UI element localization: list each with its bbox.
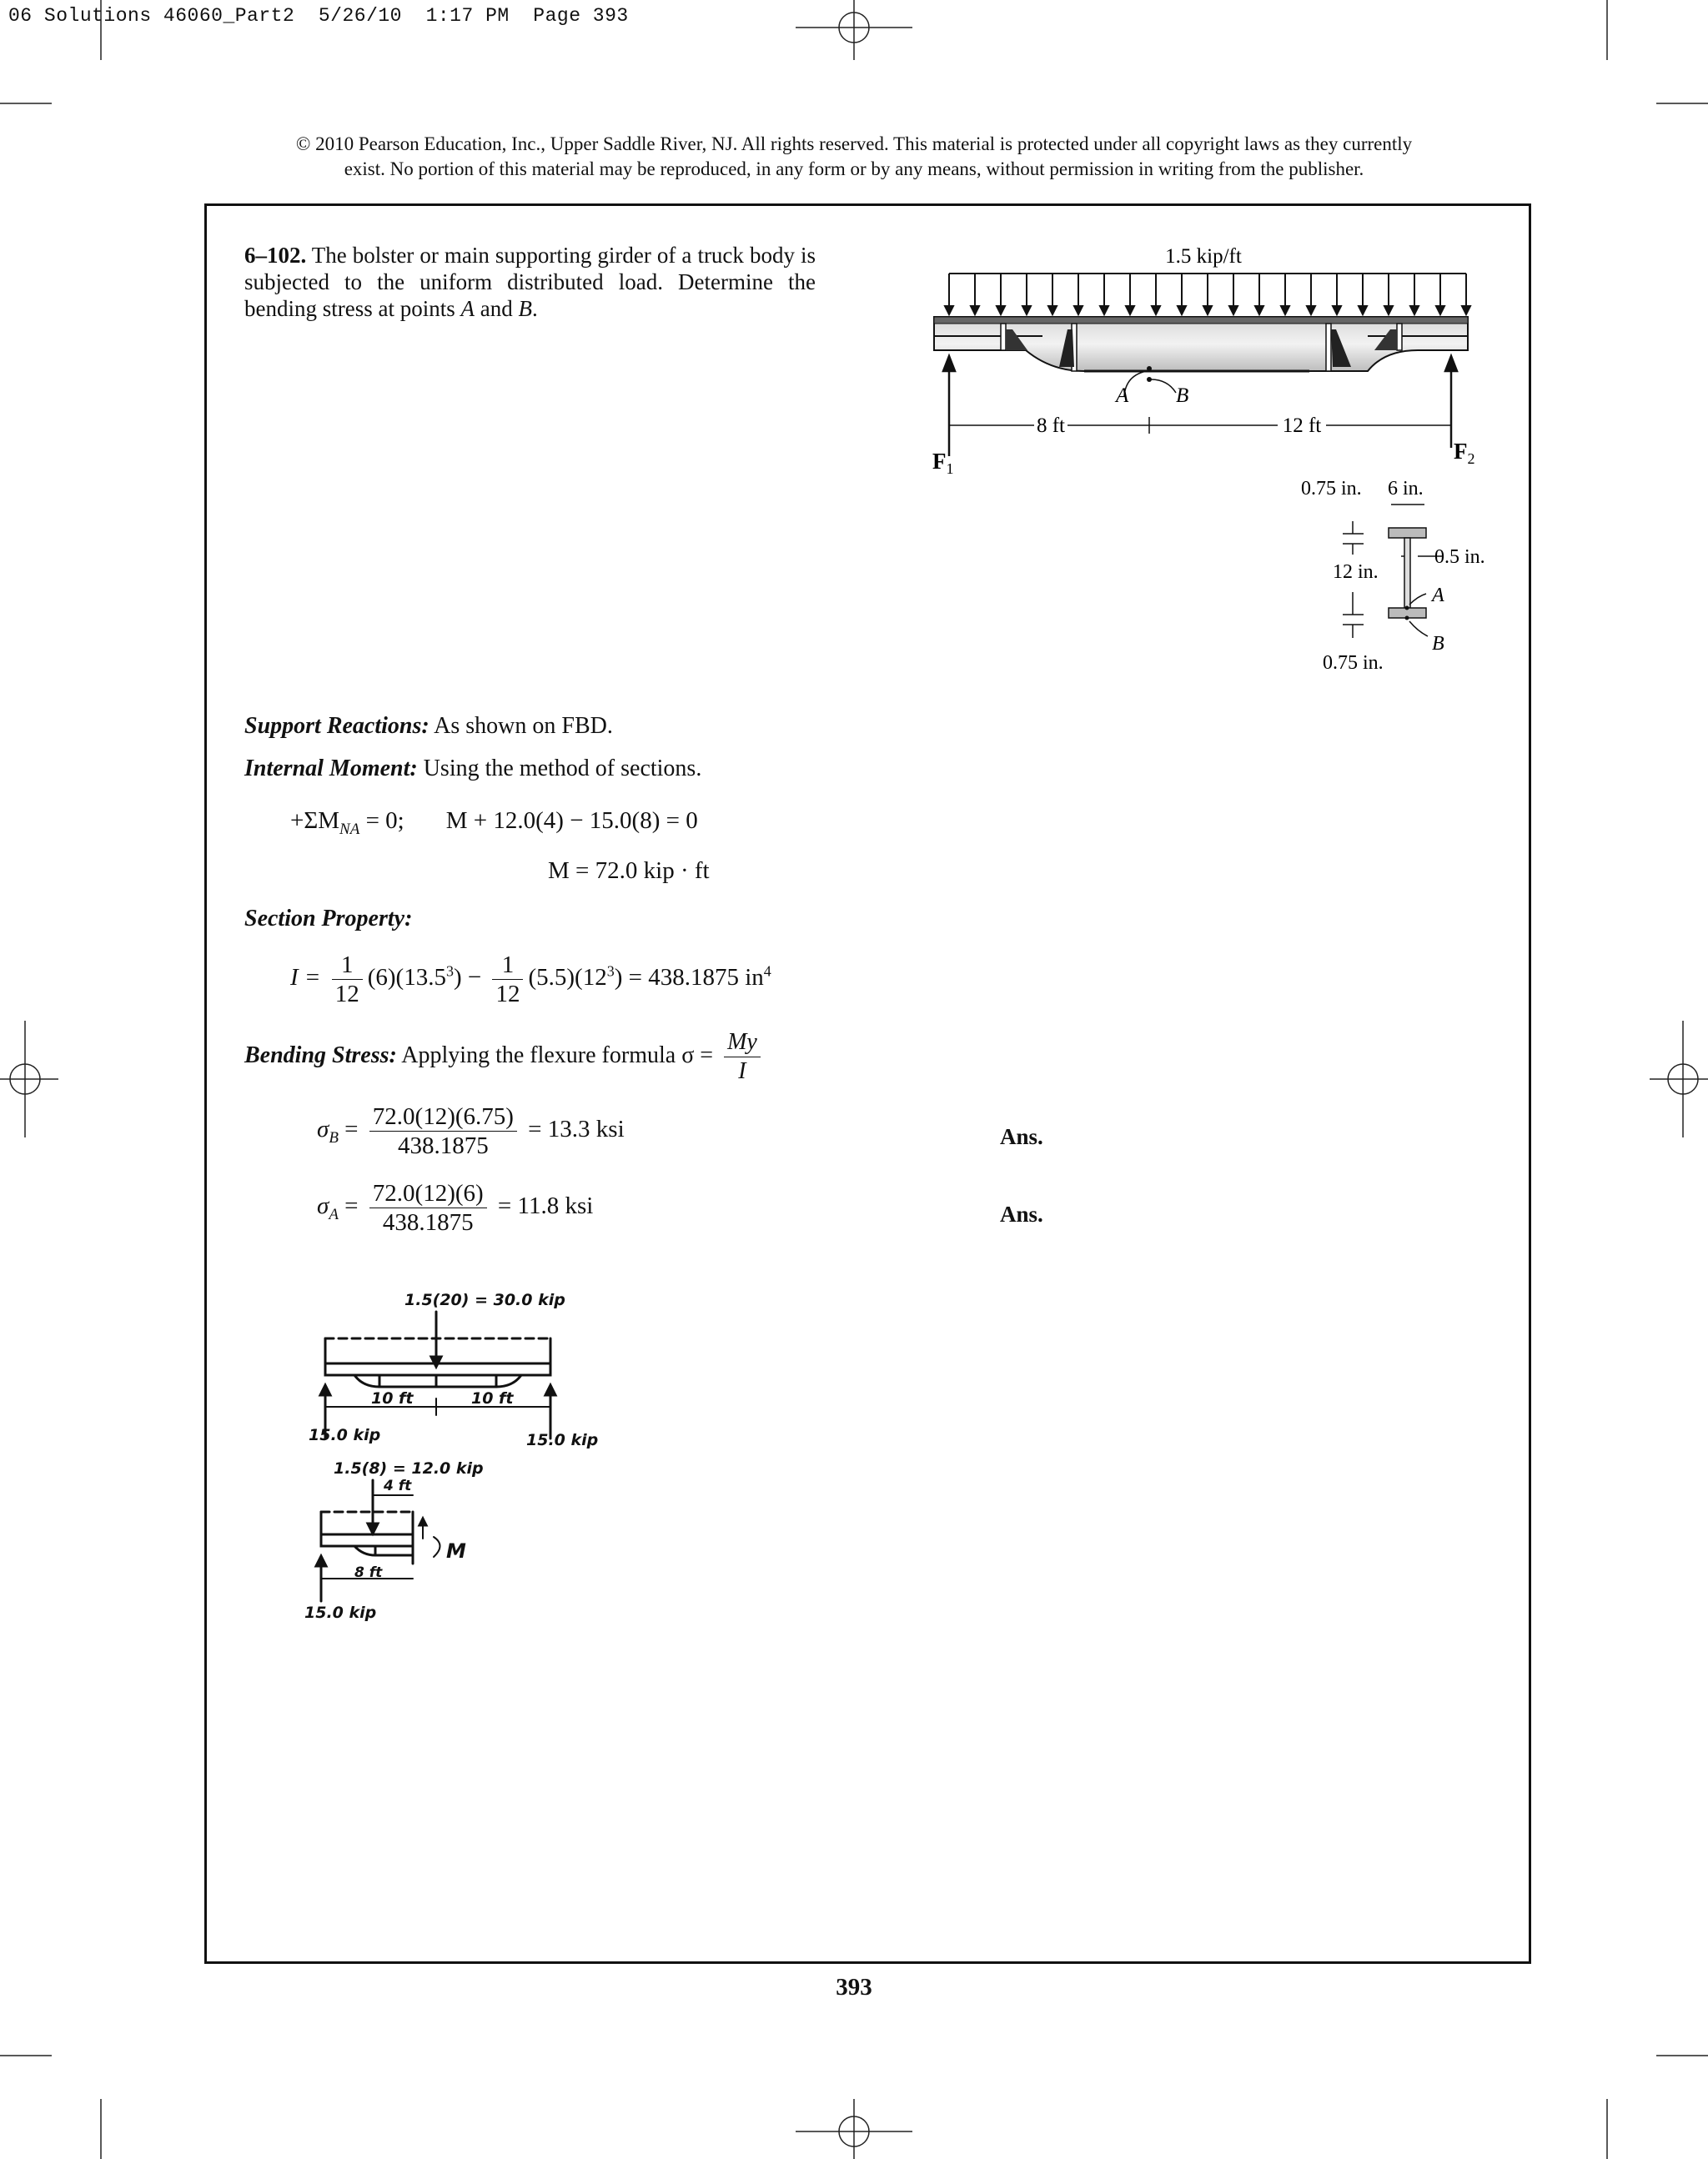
bending-stress-line (244, 1028, 766, 1086)
fbd-reaction-right: 15.0 kip (526, 1431, 599, 1449)
inertia-lhs: I = (290, 964, 321, 992)
cross-section-figure (1301, 471, 1518, 680)
eq1-left: +ΣM (290, 807, 340, 834)
moment-of-inertia-equation: I = $\frac{1}{12}$ $(6)(13.5^3)$ − $\frac{1}{12}$ $(5.5)(12^3) = 438.1875$ $in^4$ (290, 951, 771, 1007)
moment-result: M = 72.0 kip · ft (548, 857, 710, 884)
support-text: As shown on FBD. (429, 713, 613, 739)
web-height-label: 12 in. (1333, 561, 1379, 583)
inertia-fraction-2: $\frac{1}{12}$ (492, 951, 523, 1008)
dim-8ft: 8 ft (1036, 414, 1066, 437)
load-label: 1.5 kip/ft (1165, 245, 1242, 268)
point-b-label: B (1176, 384, 1189, 407)
flange-thickness-top-label: 0.75 in. (1301, 478, 1362, 500)
flexure-formula-fraction: $\frac{My}{I}$ (724, 1028, 761, 1086)
sigma-b-result: = 13.3 ksi (528, 1116, 625, 1143)
problem-number: 6–102. (244, 243, 307, 268)
moment-heading: Internal Moment: (244, 756, 418, 781)
eq1-right: M + 12.0(4) − 15.0(8) = 0 (445, 807, 698, 834)
fbd-dim-right: 10 ft (471, 1389, 514, 1408)
printer-slug: 06 Solutions 46060_Part2 5/26/10 1:17 PM Page 393 (8, 5, 629, 27)
sigma-a-equation: $\sigma_A$ = $\frac{72.0(12)(6)}{438.1875}$ = 11.8 ksi (317, 1180, 594, 1236)
copyright-line-1: © 2010 Pearson Education, Inc., Upper Saddle River, NJ. All rights reserved. This material is protected under all copyright laws as they currently (295, 133, 1413, 154)
flange-thickness-bottom-label: 0.75 in. (1323, 652, 1384, 674)
segment-reaction-label: 15.0 kip (304, 1604, 377, 1622)
segment-dim-label: 8 ft (354, 1564, 383, 1581)
page-number: 393 (836, 1974, 872, 2001)
flange-width-label: 6 in. (1388, 478, 1424, 500)
force-f2-label: $F_2$ (1454, 439, 1475, 467)
span-dimensions (949, 417, 1451, 434)
reaction-arrow-right (1445, 356, 1457, 448)
moment-text: Using the method of sections. (417, 756, 702, 781)
problem-point-a: A (460, 296, 475, 321)
dim-12ft: 12 ft (1282, 414, 1322, 437)
answer-label-a: Ans. (1000, 1202, 1043, 1227)
girder-body (934, 317, 1468, 382)
inertia-term-1: (6)(13.5 (367, 964, 446, 992)
eq1-sub: NA (339, 820, 360, 838)
problem-statement (244, 242, 816, 322)
web-thickness-label: 0.5 in. (1434, 546, 1485, 568)
copyright-line-2: exist. No portion of this material may be reproduced, in any form or by any means, without permission in writing from the publisher. (344, 158, 1364, 179)
distributed-load-arrows (945, 274, 1470, 314)
eq1-mid: = 0; (359, 807, 404, 834)
internal-moment-line (244, 756, 701, 782)
problem-period: . (531, 296, 538, 321)
section-property-heading: Section Property: (244, 906, 413, 931)
inertia-term-2: (5.5)(12 (528, 964, 607, 992)
fbd-dim-left: 10 ft (371, 1389, 414, 1408)
problem-and: and (474, 296, 519, 321)
point-a-label: A (1116, 384, 1129, 407)
reaction-arrow-left (943, 356, 955, 456)
problem-text: The bolster or main supporting girder of a truck body is subjected to the uniform distributed load. Determine the bending stress at points (244, 243, 816, 321)
section-point-a: A (1432, 585, 1444, 606)
bending-text: Applying the flexure formula σ = (396, 1042, 714, 1068)
sigma-a-result: = 11.8 ksi (497, 1192, 594, 1220)
section-point-b: B (1432, 633, 1444, 655)
answer-label-b: Ans. (1000, 1124, 1043, 1149)
equilibrium-equation (290, 807, 698, 839)
sigma-a-fraction: $\frac{72.0(12)(6)}{438.1875}$ (369, 1179, 487, 1237)
segment-load-label: 1.5(8) = 12.0 kip (334, 1459, 484, 1478)
support-reactions-line (244, 713, 613, 740)
fbd-resultant-label: 1.5(20) = 30.0 kip (404, 1291, 565, 1309)
fbd-reaction-left: 15.0 kip (309, 1426, 381, 1444)
girder-figure (917, 238, 1501, 488)
copyright-notice (150, 132, 1558, 182)
segment-small-dim: 4 ft (384, 1478, 412, 1494)
inertia-fraction-1: $\frac{1}{12}$ (332, 951, 363, 1008)
sigma-b-equation: $\sigma_B$ = $\frac{72.0(12)(6.75)}{438.1875}$ = 13.3 ksi (317, 1103, 625, 1159)
i-beam-shape (1389, 528, 1426, 620)
support-heading: Support Reactions: (244, 713, 430, 739)
free-body-diagrams (296, 1280, 630, 1639)
bending-heading: Bending Stress: (244, 1042, 397, 1068)
sigma-b-fraction: $\frac{72.0(12)(6.75)}{438.1875}$ (369, 1102, 517, 1160)
problem-point-b: B (518, 296, 532, 321)
force-f1-label: $F_1$ (932, 449, 954, 477)
segment-moment-label: M (446, 1539, 466, 1563)
